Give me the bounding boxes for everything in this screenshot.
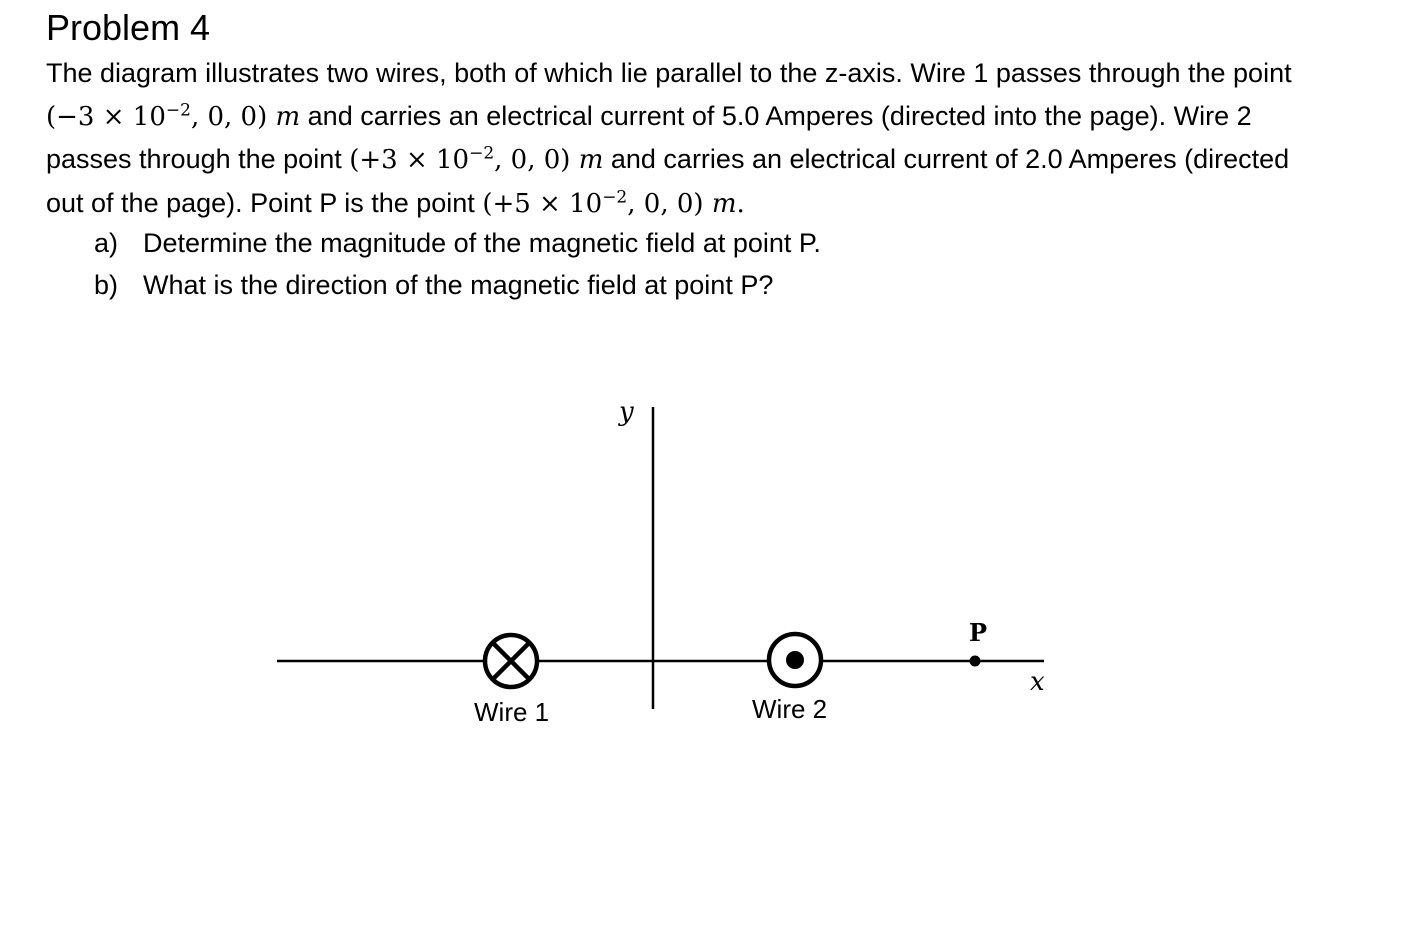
point-p-label: P bbox=[969, 618, 988, 647]
statement-text-3: and carries an electrical current of 2.0 Amperes (directed out of the page). Point P is the point bbox=[46, 144, 1290, 218]
wire1-coordinate: ($-3 \times 10^{-2}$, 0, 0) m bbox=[46, 100, 301, 132]
wire1-label: Wire 1 bbox=[474, 697, 550, 727]
statement-text-2: and carries an electrical current of 5.0 Amperes (directed into the page). Wire 2 passes through the point bbox=[46, 100, 1252, 174]
question-text: What is the direction of the magnetic field at point P? bbox=[143, 270, 774, 300]
statement-text-1: The diagram illustrates two wires, both of which lie parallel to the z-axis. Wire 1 passes through the point bbox=[46, 58, 1292, 88]
y-axis-label: y bbox=[619, 397, 634, 427]
dot-in-circle-icon bbox=[769, 634, 821, 686]
cross-in-circle-icon bbox=[485, 635, 537, 687]
point-p-dot bbox=[970, 656, 981, 667]
statement-end-period: . bbox=[736, 188, 745, 219]
question-text: Determine the magnitude of the magnetic field at point P. bbox=[143, 228, 821, 258]
x-axis-label: x bbox=[1030, 667, 1045, 697]
wire2-label: Wire 2 bbox=[752, 694, 828, 724]
problem-heading: Problem 4 bbox=[46, 7, 211, 48]
wire2-coordinate: ($+3 \times 10^{-2}$, 0, 0) m bbox=[349, 143, 604, 175]
question-marker: b) bbox=[94, 270, 119, 300]
question-marker: a) bbox=[94, 228, 119, 258]
point-p-coordinate: ($+5 \times 10^{-2}$, 0, 0) m bbox=[482, 187, 737, 219]
